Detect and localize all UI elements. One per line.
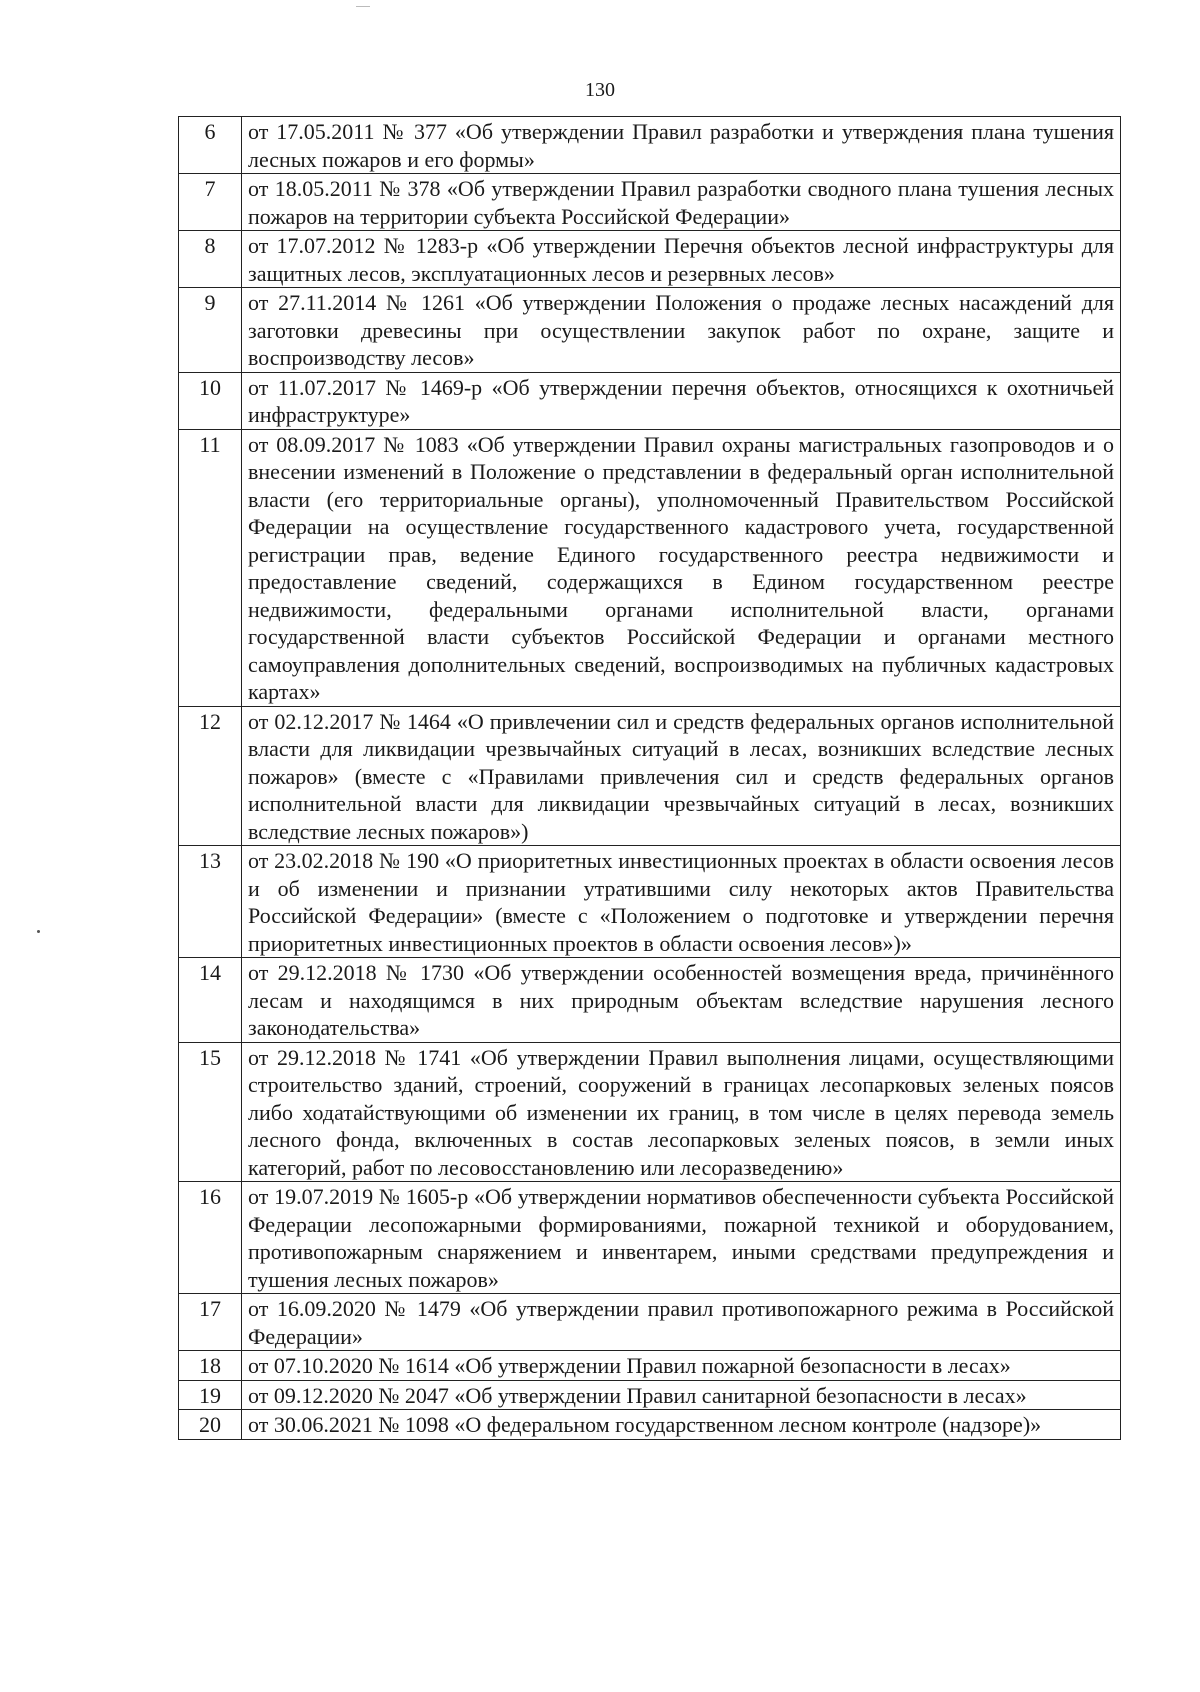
row-number: 8 — [179, 231, 242, 288]
row-description: от 18.05.2011 № 378 «Об утверждении Правил разработки сводного плана тушения лесных пожаров на территории субъекта Российской Федерации» — [242, 174, 1121, 231]
row-description: от 27.11.2014 № 1261 «Об утверждении Положения о продаже лесных насаждений для заготовки древесины при осуществлении закупок работ по охране, защите и воспроизводству лесов» — [242, 288, 1121, 373]
row-description: от 29.12.2018 № 1741 «Об утверждении Правил выполнения лицами, осуществляющими строительство зданий, строений, сооружений в границах лесопарковых зеленых поясов либо ходатайствующими об изменении их границ, в том числе в целях перевода земель лесного фонда, включенных в состав лесопарковых зеленых поясов, в земли иных категорий, работ по лесовосстановлению или лесоразведению» — [242, 1042, 1121, 1182]
row-description: от 17.07.2012 № 1283-р «Об утверждении Перечня объектов лесной инфраструктуры для защитных лесов, эксплуатационных лесов и резервных лесов» — [242, 231, 1121, 288]
row-number: 16 — [179, 1182, 242, 1294]
row-number: 18 — [179, 1351, 242, 1381]
row-description: от 16.09.2020 № 1479 «Об утверждении правил противопожарного режима в Российской Федерации» — [242, 1294, 1121, 1351]
table-row — [179, 174, 1121, 231]
table-row — [179, 1182, 1121, 1294]
row-description: от 30.06.2021 № 1098 «О федеральном государственном лесном контроле (надзоре)» — [242, 1410, 1121, 1440]
scan-artifact — [356, 6, 370, 7]
row-number: 7 — [179, 174, 242, 231]
row-number: 9 — [179, 288, 242, 373]
row-description: от 11.07.2017 № 1469-р «Об утверждении перечня объектов, относящихся к охотничьей инфраструктуре» — [242, 372, 1121, 429]
row-description: от 17.05.2011 № 377 «Об утверждении Правил разработки и утверждения плана тушения лесных пожаров и его формы» — [242, 117, 1121, 174]
row-number: 14 — [179, 958, 242, 1043]
table-row — [179, 372, 1121, 429]
table-row — [179, 429, 1121, 706]
table-row — [179, 846, 1121, 958]
row-number: 17 — [179, 1294, 242, 1351]
scan-dot-artifact — [37, 930, 40, 933]
row-number: 19 — [179, 1380, 242, 1410]
table-row — [179, 1410, 1121, 1440]
row-number: 11 — [179, 429, 242, 706]
row-description: от 07.10.2020 № 1614 «Об утверждении Правил пожарной безопасности в лесах» — [242, 1351, 1121, 1381]
acts-table — [178, 116, 1121, 1440]
table-row — [179, 1351, 1121, 1381]
table-row — [179, 231, 1121, 288]
table-row — [179, 117, 1121, 174]
table-row — [179, 1380, 1121, 1410]
table-row — [179, 1042, 1121, 1182]
row-number: 6 — [179, 117, 242, 174]
page-number: 130 — [585, 79, 615, 101]
row-description: от 23.02.2018 № 190 «О приоритетных инвестиционных проектах в области освоения лесов и об изменении и признании утратившими силу некоторых актов Правительства Российской Федерации» (вместе с «Положением о подготовке и утверждении перечня приоритетных инвестиционных проектов в области освоения лесов»)» — [242, 846, 1121, 958]
row-number: 10 — [179, 372, 242, 429]
row-description: от 09.12.2020 № 2047 «Об утверждении Правил санитарной безопасности в лесах» — [242, 1380, 1121, 1410]
row-number: 13 — [179, 846, 242, 958]
row-description: от 29.12.2018 № 1730 «Об утверждении особенностей возмещения вреда, причинённого лесам и находящимся в них природным объектам вследствие нарушения лесного законодательства» — [242, 958, 1121, 1043]
row-number: 15 — [179, 1042, 242, 1182]
row-description: от 19.07.2019 № 1605-р «Об утверждении нормативов обеспеченности субъекта Российской Федерации лесопожарными формированиями, пожарной техникой и оборудованием, противопожарным снаряжением и инвентарем, иными средствами предупреждения и тушения лесных пожаров» — [242, 1182, 1121, 1294]
row-number: 20 — [179, 1410, 242, 1440]
table-row — [179, 706, 1121, 846]
table-row — [179, 288, 1121, 373]
row-number: 12 — [179, 706, 242, 846]
row-description: от 02.12.2017 № 1464 «О привлечении сил и средств федеральных органов исполнительной власти для ликвидации чрезвычайных ситуаций в лесах, возникших вследствие лесных пожаров» (вместе с «Правилами привлечения сил и средств федеральных органов исполнительной власти для ликвидации чрезвычайных ситуаций в лесах, возникших вследствие лесных пожаров») — [242, 706, 1121, 846]
table-row — [179, 1294, 1121, 1351]
table-row — [179, 958, 1121, 1043]
row-description: от 08.09.2017 № 1083 «Об утверждении Правил охраны магистральных газопроводов и о внесении изменений в Положение о представлении в федеральный орган исполнительной власти (его территориальные органы), уполномоченный Правительством Российской Федерации на осуществление государственного кадастрового учета, государственной регистрации прав, ведение Единого государственного реестра недвижимости и предоставление сведений, содержащихся в Едином государственном реестре недвижимости, федеральными органами исполнительной власти, органами государственной власти субъектов Российской Федерации и органами местного самоуправления дополнительных сведений, воспроизводимых на публичных кадастровых картах» — [242, 429, 1121, 706]
